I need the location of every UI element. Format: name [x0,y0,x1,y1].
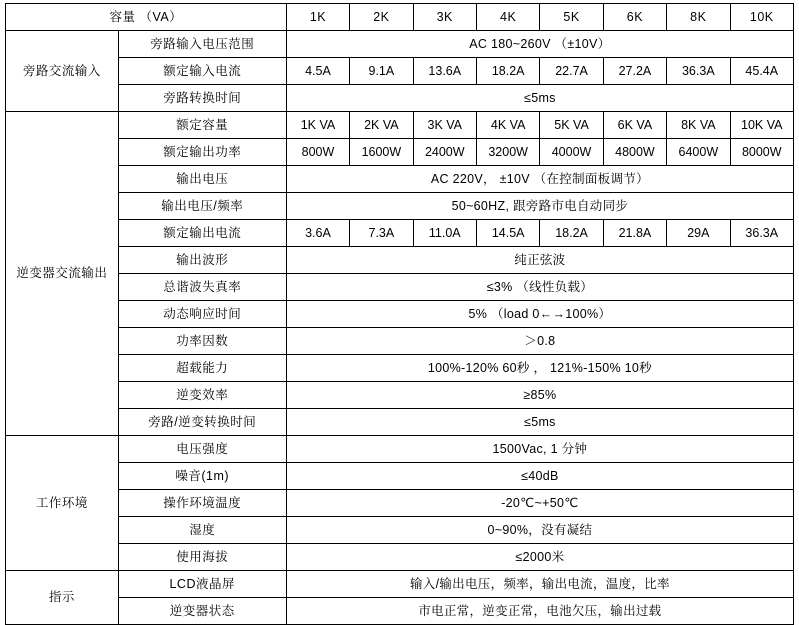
row-label: 功率因数 [118,328,286,355]
row-value-merged: ≤5ms [286,85,793,112]
row-label: 使用海拔 [118,544,286,571]
row-value-merged: 5% （load 0←→100%） [286,301,793,328]
capacity-header-cell: 1K [286,4,349,31]
row-value-cell: 27.2A [603,58,666,85]
row-value-cell: 4000W [540,139,603,166]
row-label: 湿度 [118,517,286,544]
specification-table [5,3,794,625]
row-value-cell: 45.4A [730,58,793,85]
row-value-merged: ≥85% [286,382,793,409]
row-value-merged: -20℃~+50℃ [286,490,793,517]
row-value-cell: 4K VA [476,112,539,139]
row-value-cell: 18.2A [540,220,603,247]
table-row [6,139,794,166]
row-value-merged: ≤5ms [286,409,793,436]
row-label: 旁路/逆变转换时间 [118,409,286,436]
row-value-cell: 8K VA [667,112,730,139]
table-row [6,490,794,517]
row-value-cell: 29A [667,220,730,247]
row-value-cell: 3K VA [413,112,476,139]
row-value-merged: 0~90%，没有凝结 [286,517,793,544]
row-value-merged: AC 180~260V （±10V） [286,31,793,58]
row-value-cell: 36.3A [730,220,793,247]
row-value-cell: 4.5A [286,58,349,85]
capacity-header-label: 容量 （VA） [6,4,287,31]
row-value-merged: 50~60HZ, 跟旁路市电自动同步 [286,193,793,220]
row-label: 噪音(1m) [118,463,286,490]
table-row [6,355,794,382]
row-value-cell: 21.8A [603,220,666,247]
table-row [6,598,794,625]
row-label: 旁路转换时间 [118,85,286,112]
capacity-header-cell: 8K [667,4,730,31]
capacity-header-cell: 3K [413,4,476,31]
row-value-cell: 1K VA [286,112,349,139]
row-value-merged: ≤2000米 [286,544,793,571]
row-value-merged: ＞0.8 [286,328,793,355]
row-value-cell: 11.0A [413,220,476,247]
table-row [6,328,794,355]
table-row [6,112,794,139]
row-value-cell: 3200W [476,139,539,166]
row-label: 旁路输入电压范围 [118,31,286,58]
table-row [6,193,794,220]
row-value-merged: 100%-120% 60秒 ， 121%-150% 10秒 [286,355,793,382]
row-value-merged: 1500Vac, 1 分钟 [286,436,793,463]
row-value-cell: 6400W [667,139,730,166]
row-value-merged: ≤40dB [286,463,793,490]
row-value-cell: 1600W [350,139,413,166]
row-label: 输出波形 [118,247,286,274]
group-label: 旁路交流输入 [6,31,119,112]
row-label: 额定输出电流 [118,220,286,247]
row-label: 输出电压 [118,166,286,193]
capacity-header-cell: 10K [730,4,793,31]
row-label: 电压强度 [118,436,286,463]
row-value-cell: 3.6A [286,220,349,247]
row-value-cell: 14.5A [476,220,539,247]
table-row [6,58,794,85]
row-value-cell: 800W [286,139,349,166]
row-value-cell: 2400W [413,139,476,166]
table-row [6,571,794,598]
row-value-merged: AC 220V， ±10V （在控制面板调节） [286,166,793,193]
table-row [6,85,794,112]
row-label: 逆变器状态 [118,598,286,625]
row-value-cell: 10K VA [730,112,793,139]
row-value-cell: 9.1A [350,58,413,85]
row-value-cell: 6K VA [603,112,666,139]
row-label: 额定输出功率 [118,139,286,166]
group-label: 工作环境 [6,436,119,571]
row-value-merged: 纯正弦波 [286,247,793,274]
group-label: 指示 [6,571,119,625]
specification-sheet [0,3,799,618]
capacity-header-cell: 6K [603,4,666,31]
row-value-cell: 36.3A [667,58,730,85]
row-label: 逆变效率 [118,382,286,409]
row-value-merged: 市电正常，逆变正常，电池欠压，输出过载 [286,598,793,625]
row-value-merged: ≤3% （线性负载） [286,274,793,301]
table-row [6,544,794,571]
table-body [6,4,794,625]
table-row [6,409,794,436]
table-row [6,517,794,544]
group-label: 逆变器交流输出 [6,112,119,436]
table-row [6,463,794,490]
row-value-cell: 4800W [603,139,666,166]
row-label: 操作环境温度 [118,490,286,517]
row-value-cell: 13.6A [413,58,476,85]
row-value-cell: 8000W [730,139,793,166]
row-value-merged: 输入/输出电压，频率，输出电流，温度，比率 [286,571,793,598]
table-row [6,220,794,247]
table-row [6,301,794,328]
row-value-cell: 22.7A [540,58,603,85]
row-label: 输出电压/频率 [118,193,286,220]
table-header-row [6,4,794,31]
row-value-cell: 7.3A [350,220,413,247]
table-row [6,382,794,409]
row-label: 额定容量 [118,112,286,139]
row-label: 超载能力 [118,355,286,382]
row-value-cell: 2K VA [350,112,413,139]
capacity-header-cell: 5K [540,4,603,31]
row-label: 总谐波失真率 [118,274,286,301]
capacity-header-cell: 4K [476,4,539,31]
row-value-cell: 18.2A [476,58,539,85]
table-row [6,166,794,193]
table-row [6,274,794,301]
row-label: 动态响应时间 [118,301,286,328]
row-label: LCD液晶屏 [118,571,286,598]
row-label: 额定输入电流 [118,58,286,85]
capacity-header-cell: 2K [350,4,413,31]
table-row [6,247,794,274]
table-row [6,31,794,58]
row-value-cell: 5K VA [540,112,603,139]
table-row [6,436,794,463]
